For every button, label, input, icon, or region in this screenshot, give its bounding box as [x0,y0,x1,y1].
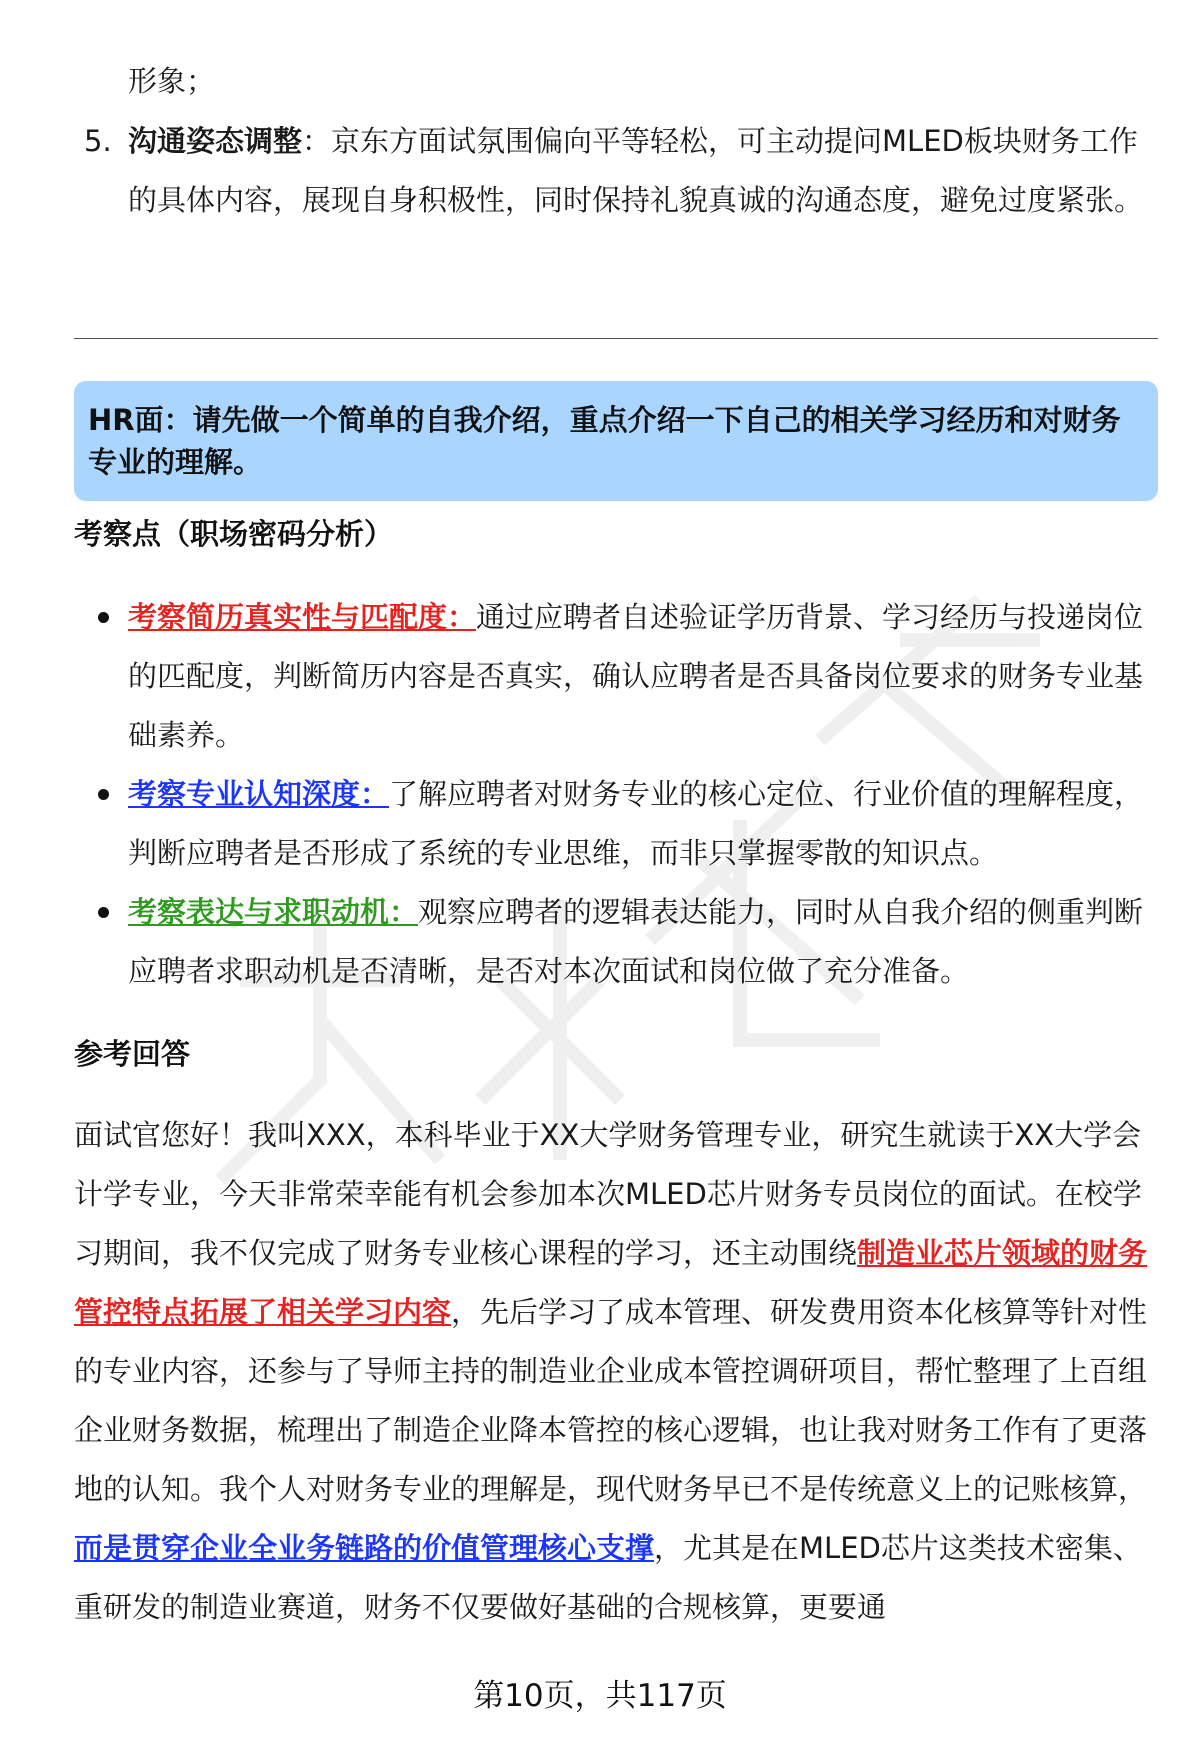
answer-text-2: ，先后学习了成本管理、研发费用资本化核算等针对性的专业内容，还参与了导师主持的制造业企业成本管控调研项目，帮忙整理了上百组企业财务数据，梳理出了制造企业降本管控的核心逻辑，也让我对财务工作有了更落地的认知。我个人对财务专业的理解是，现代财务早已不是传统意义上的记账核算， [74,1295,1148,1506]
exam-point-3-text: 观察应聘者的逻辑表达能力，同时从自我介绍的侧重判断应聘者求职动机是否清晰，是否对本次面试和岗位做了充分准备。 [128,895,1144,988]
question-text: HR面：请先做一个简单的自我介绍，重点介绍一下自己的相关学习经历和对财务专业的理解。 [88,403,1121,479]
answer-text-3: ，尤其是在MLED芯片这类技术密集、重研发的制造业赛道，财务不仅要做好基础的合规核算，更要通 [74,1531,1142,1624]
list-item-5 [84,112,1148,230]
page-number: 第10页，共117页 [473,1678,727,1714]
section-divider [74,338,1158,339]
bullet-icon [98,907,109,918]
reference-answer-heading: 参考回答 [74,1037,191,1071]
exam-point-3-key: 考察表达与求职动机： [128,895,419,929]
answer-highlight-2: 而是贯穿企业全业务链路的价值管理核心支撑 [74,1531,655,1565]
list-item-number: 5. [84,124,112,158]
previous-item-continuation: 形象； [128,64,216,98]
list-item-text: ：京东方面试氛围偏向平等轻松，可主动提问MLED板块财务工作的具体内容，展现自身积极性，同时保持礼貌真诚的沟通态度，避免过度紧张。 [128,124,1144,217]
exam-point-1-text: 通过应聘者自述验证学历背景、学习经历与投递岗位的匹配度，判断简历内容是否真实，确认应聘者是否具备岗位要求的财务专业基础素养。 [128,600,1144,752]
bullet-icon [98,789,109,800]
exam-point-3 [128,883,1158,1001]
reference-answer-body [74,1106,1158,1637]
exam-point-1-key: 考察简历真实性与匹配度： [128,600,477,634]
answer-text-1: 面试官您好！我叫XXX，本科毕业于XX大学财务管理专业，研究生就读于XX大学会计学专业，今天非常荣幸能有机会参加本次MLED芯片财务专员岗位的面试。在校学习期间，我不仅完成了财务专业核心课程的学习，还主动围绕 [74,1118,1142,1270]
exam-point-2-text: 了解应聘者对财务专业的核心定位、行业价值的理解程度，判断应聘者是否形成了系统的专业思维，而非只掌握零散的知识点。 [128,777,1144,870]
bullet-icon [98,612,109,623]
exam-points-heading: 考察点（职场密码分析） [74,517,394,551]
question-box [74,381,1158,501]
exam-point-2-key: 考察专业认知深度： [128,777,390,811]
exam-point-2 [128,765,1158,883]
exam-point-1 [128,588,1158,765]
list-item-title: 沟通姿态调整 [128,124,303,158]
answer-highlight-1: 制造业芯片领域的财务管控特点拓展了相关学习内容 [74,1236,1148,1329]
